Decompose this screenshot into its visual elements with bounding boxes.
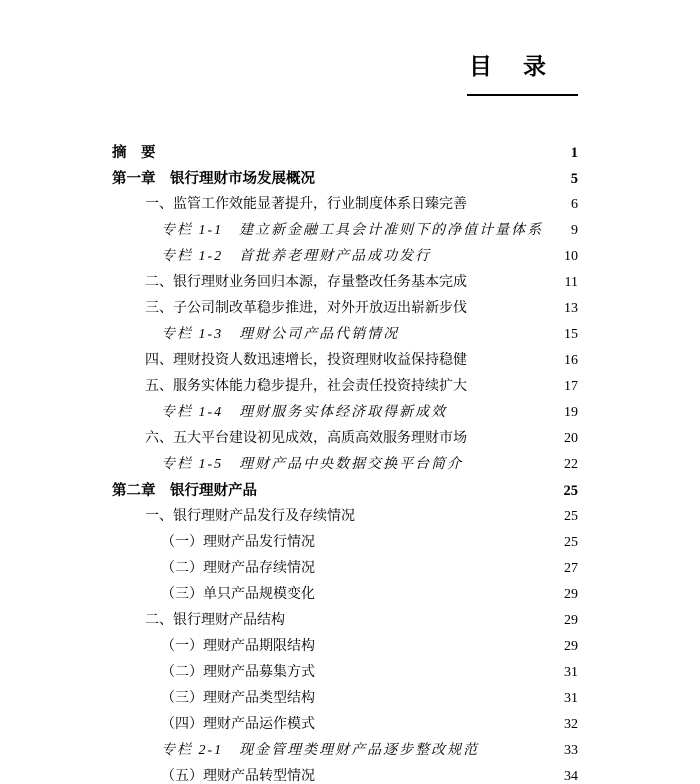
- toc-entry-page-number: 31: [564, 691, 578, 706]
- toc-entry-page-number: 27: [564, 561, 578, 576]
- toc-entry: [112, 452, 578, 478]
- toc-entry-page-number: 34: [564, 769, 578, 784]
- toc-entry-page-number: 11: [564, 275, 578, 290]
- toc-entry: [112, 478, 578, 504]
- toc-entry: [112, 296, 578, 322]
- toc-entry: [112, 764, 578, 784]
- toc-entry-page-number: 31: [564, 665, 578, 680]
- toc-entry-label: （三）单只产品规模变化: [161, 587, 315, 602]
- toc-entry: [112, 244, 578, 270]
- toc-entry: [112, 166, 578, 192]
- toc-entry-page-number: 25: [564, 509, 578, 524]
- toc-entry-label: 四、理财投资人数迅速增长，投资理财收益保持稳健: [145, 353, 467, 368]
- toc-entry-label: 专栏 1-2 首批养老理财产品成功发行: [161, 249, 432, 264]
- toc-entry: [112, 660, 578, 686]
- toc-entry-label: 第二章 银行理财产品: [112, 483, 257, 499]
- toc-entry: [112, 192, 578, 218]
- toc-entry-label: 专栏 1-1 建立新金融工具会计准则下的净值计量体系: [161, 223, 544, 238]
- toc-entry: [112, 374, 578, 400]
- toc-entry: [112, 322, 578, 348]
- toc-entry-label: 摘 要: [112, 145, 156, 161]
- toc-entry: [112, 582, 578, 608]
- toc-entry-page-number: 22: [564, 457, 578, 472]
- toc-entry-label: （三）理财产品类型结构: [161, 691, 315, 706]
- toc-entry-label: 一、监管工作效能显著提升，行业制度体系日臻完善: [145, 197, 467, 212]
- toc-entry: [112, 608, 578, 634]
- toc-entry-page-number: 9: [571, 223, 578, 238]
- toc-entry-page-number: 25: [564, 535, 578, 550]
- toc-entry-label: 三、子公司制改革稳步推进，对外开放迈出崭新步伐: [145, 301, 467, 316]
- toc-entry-page-number: 16: [564, 353, 578, 368]
- toc-entry-page-number: 19: [564, 405, 578, 420]
- toc-entry: [112, 348, 578, 374]
- toc-entry-label: （一）理财产品发行情况: [161, 535, 315, 550]
- toc-entry: [112, 712, 578, 738]
- toc-entry-page-number: 6: [571, 197, 578, 212]
- toc-entry-label: （一）理财产品期限结构: [161, 639, 315, 654]
- toc-entry-label: （二）理财产品存续情况: [161, 561, 315, 576]
- toc-entry: [112, 686, 578, 712]
- toc-entry-page-number: 10: [564, 249, 578, 264]
- toc-entry: [112, 270, 578, 296]
- toc-entry: [112, 504, 578, 530]
- toc-entry-page-number: 1: [570, 145, 578, 161]
- toc-entry-label: 五、服务实体能力稳步提升，社会责任投资持续扩大: [145, 379, 467, 394]
- toc-entry-page-number: 32: [564, 717, 578, 732]
- toc-entry-label: （四）理财产品运作模式: [161, 717, 315, 732]
- title-block: [467, 48, 578, 96]
- toc-entry-label: （五）理财产品转型情况: [161, 769, 315, 784]
- toc-entry-label: 二、银行理财业务回归本源，存量整改任务基本完成: [145, 275, 467, 290]
- toc-entry: [112, 556, 578, 582]
- toc-entry-page-number: 29: [564, 639, 578, 654]
- toc-entry-page-number: 15: [564, 327, 578, 342]
- toc-entry-label: 第一章 银行理财市场发展概况: [112, 171, 315, 187]
- toc-entry: [112, 426, 578, 452]
- toc-entry-page-number: 17: [564, 379, 578, 394]
- toc-entry: [112, 634, 578, 660]
- toc-entry-page-number: 20: [564, 431, 578, 446]
- toc-entry-label: 专栏 1-4 理财服务实体经济取得新成效: [161, 405, 448, 420]
- toc-entry-label: 专栏 2-1 现金管理类理财产品逐步整改规范: [161, 743, 480, 758]
- toc-entry-label: 二、银行理财产品结构: [145, 613, 285, 628]
- title-underline: [467, 94, 578, 96]
- toc-entry: [112, 218, 578, 244]
- toc-entry-label: 一、银行理财产品发行及存续情况: [145, 509, 355, 524]
- toc-entry-page-number: 25: [563, 483, 578, 499]
- toc-entry-page-number: 29: [564, 587, 578, 602]
- toc-entry: [112, 140, 578, 166]
- toc-entry-page-number: 33: [564, 743, 578, 758]
- toc-entry-page-number: 13: [564, 301, 578, 316]
- toc-entry: [112, 400, 578, 426]
- toc-entry: [112, 530, 578, 556]
- toc-entry-page-number: 29: [564, 613, 578, 628]
- toc-list: [112, 140, 578, 784]
- toc-entry-label: 六、五大平台建设初见成效，高质高效服务理财市场: [145, 431, 467, 446]
- toc-entry-page-number: 5: [570, 171, 578, 187]
- toc-entry-label: 专栏 1-5 理财产品中央数据交换平台简介: [161, 457, 464, 472]
- toc-entry-label: （二）理财产品募集方式: [161, 665, 315, 680]
- toc-entry-label: 专栏 1-3 理财公司产品代销情况: [161, 327, 400, 342]
- toc-entry: [112, 738, 578, 764]
- page-title: 目 录: [469, 54, 550, 79]
